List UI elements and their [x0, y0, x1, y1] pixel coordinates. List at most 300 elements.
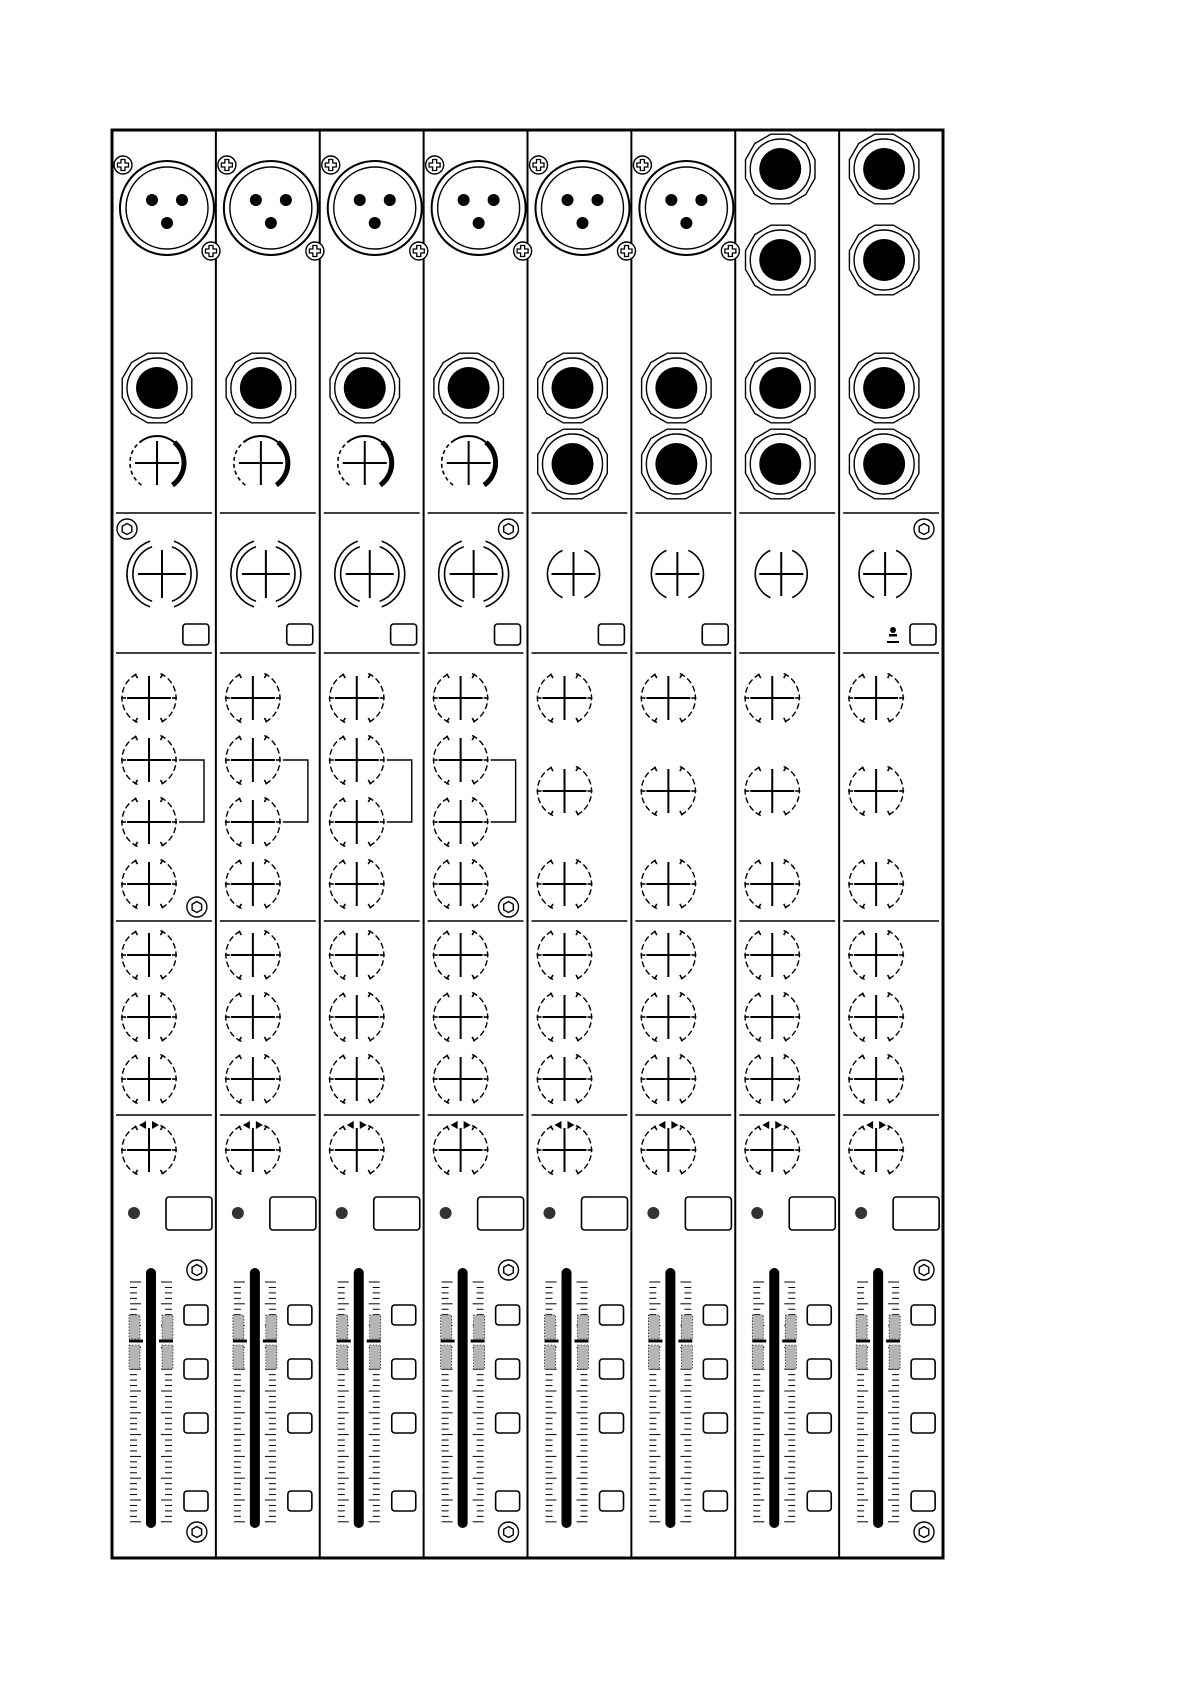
jack-input-connector[interactable]	[538, 429, 608, 499]
pfl-button[interactable]	[807, 1359, 831, 1379]
eq-mid-freq-knob[interactable]	[433, 798, 489, 847]
knob-tick	[368, 1099, 371, 1103]
pan-left-arrow-icon	[762, 1121, 769, 1129]
jack-socket-icon	[136, 367, 178, 409]
fader-zone	[785, 1345, 796, 1369]
aux-send-1-knob[interactable]	[848, 931, 904, 980]
main-assign-button[interactable]	[600, 1491, 624, 1511]
screw-icon	[633, 156, 651, 174]
xlr-input-connector[interactable]	[633, 156, 739, 260]
pfl-button[interactable]	[288, 1359, 312, 1379]
knob-tick	[368, 1037, 371, 1041]
input-switch-button[interactable]	[598, 624, 624, 645]
knob-tick	[135, 860, 138, 864]
knob-tick	[576, 718, 579, 722]
aux-send-3-knob[interactable]	[121, 1055, 177, 1104]
knob-tick	[551, 931, 554, 935]
aux-send-3-knob[interactable]	[225, 1055, 281, 1104]
fader-zone	[648, 1315, 659, 1339]
knob-tick	[447, 1126, 450, 1130]
group-assign-button[interactable]	[288, 1413, 312, 1433]
eq-low-knob[interactable]	[640, 860, 696, 909]
screw-ring	[202, 242, 220, 260]
group-assign-button[interactable]	[911, 1413, 935, 1433]
jack-input-connector[interactable]	[746, 134, 816, 204]
aux-send-2-knob[interactable]	[121, 993, 177, 1042]
jack-socket-icon	[759, 239, 801, 281]
jack-input-connector[interactable]	[849, 429, 919, 499]
eq-low-knob[interactable]	[744, 860, 800, 909]
mute-button[interactable]	[478, 1197, 524, 1230]
input-level-knob[interactable]	[651, 550, 703, 597]
xlr-input-connector[interactable]	[426, 156, 532, 260]
eq-mid-knob[interactable]	[848, 767, 904, 816]
group-assign-button[interactable]	[807, 1413, 831, 1433]
jack-input-connector[interactable]	[538, 353, 608, 423]
fader-zone	[266, 1315, 277, 1339]
fader-zone	[785, 1315, 796, 1339]
pan-knob[interactable]	[744, 1121, 800, 1175]
input-switch-button[interactable]	[391, 624, 417, 645]
pan-right-arrow-icon	[152, 1121, 159, 1129]
aux-send-1-knob[interactable]	[433, 931, 489, 980]
pan-knob-dial[interactable]	[329, 1126, 385, 1175]
xlr-input-connector[interactable]	[322, 156, 428, 260]
pan-knob[interactable]	[433, 1121, 489, 1175]
screw-ring	[322, 156, 340, 174]
channel-strip-6	[633, 156, 739, 1528]
jack-input-connector[interactable]	[746, 429, 816, 499]
pan-knob-dial[interactable]	[848, 1126, 904, 1175]
knob-tick	[680, 718, 683, 722]
nut-ring	[499, 1522, 519, 1542]
input-switch-button[interactable]	[183, 624, 209, 645]
jack-input-connector[interactable]	[226, 353, 296, 423]
knob-tick	[472, 718, 475, 722]
knob-tick	[576, 1099, 579, 1103]
aux-send-2-knob[interactable]	[329, 993, 385, 1042]
pfl-button[interactable]	[703, 1359, 727, 1379]
solo-button[interactable]	[392, 1305, 416, 1325]
fader-zone	[578, 1315, 589, 1339]
fader-zone	[856, 1315, 867, 1339]
knob-tick	[758, 1126, 761, 1130]
jack-socket-icon	[344, 367, 386, 409]
peak-led-icon	[855, 1207, 867, 1219]
jack-socket-icon	[863, 239, 905, 281]
input-switch-button[interactable]	[910, 624, 936, 645]
aux-send-1-knob[interactable]	[121, 931, 177, 980]
gain-trim-knob[interactable]	[338, 436, 392, 485]
knob-tick	[447, 860, 450, 864]
jack-input-connector[interactable]	[849, 134, 919, 204]
input-level-knob[interactable]	[439, 541, 509, 607]
knob-tick	[758, 674, 761, 678]
jack-socket-icon	[759, 367, 801, 409]
knob-tick	[758, 1055, 761, 1059]
eq-high-knob[interactable]	[433, 674, 489, 723]
eq-low-knob[interactable]	[848, 860, 904, 909]
jack-input-connector[interactable]	[746, 353, 816, 423]
aux-send-3-knob[interactable]	[329, 1055, 385, 1104]
jack-socket-icon	[759, 148, 801, 190]
eq-high-knob[interactable]	[537, 674, 593, 723]
xlr-input-connector[interactable]	[218, 156, 324, 260]
pfl-button[interactable]	[184, 1359, 208, 1379]
solo-button[interactable]	[600, 1305, 624, 1325]
main-assign-button[interactable]	[392, 1491, 416, 1511]
mute-button[interactable]	[893, 1197, 939, 1230]
jack-input-connector[interactable]	[642, 353, 712, 423]
knob-tick	[161, 718, 164, 722]
channel-strip-4	[426, 156, 532, 1542]
nut-icon	[499, 1260, 519, 1280]
jack-socket-icon	[759, 443, 801, 485]
knob-tick	[576, 1170, 579, 1174]
pan-left-arrow-icon	[555, 1121, 562, 1129]
jack-input-connector[interactable]	[330, 353, 400, 423]
xlr-pin-icon	[488, 194, 500, 206]
input-level-knob[interactable]	[127, 541, 197, 607]
knob-tick	[239, 1126, 242, 1130]
jack-input-connector[interactable]	[746, 225, 816, 295]
knob-tick	[551, 993, 554, 997]
aux-send-3-knob[interactable]	[848, 1055, 904, 1104]
pfl-button[interactable]	[600, 1359, 624, 1379]
group-assign-button[interactable]	[392, 1413, 416, 1433]
eq-low-knob[interactable]	[225, 860, 281, 909]
aux-send-3-knob[interactable]	[640, 1055, 696, 1104]
knob-tick	[343, 860, 346, 864]
knob-tick	[758, 767, 761, 771]
aux-send-1-knob[interactable]	[225, 931, 281, 980]
jack-input-connector[interactable]	[434, 353, 504, 423]
jack-socket-icon	[863, 443, 905, 485]
nut-ring	[499, 1260, 519, 1280]
eq-mid-knob[interactable]	[640, 767, 696, 816]
aux-send-1-knob[interactable]	[640, 931, 696, 980]
knob-tick	[862, 1126, 865, 1130]
knob-tick	[135, 931, 138, 935]
jack-input-connector[interactable]	[642, 429, 712, 499]
input-level-knob[interactable]	[231, 541, 301, 607]
xlr-pin-icon	[354, 194, 366, 206]
fader-zone	[162, 1345, 173, 1369]
eq-mid-bracket	[491, 760, 516, 822]
knob-tick	[343, 674, 346, 678]
xlr-input-connector[interactable]	[530, 156, 636, 260]
knob-tick	[239, 798, 242, 802]
eq-mid-freq-knob[interactable]	[329, 798, 385, 847]
eq-high-knob[interactable]	[121, 674, 177, 723]
channel-fader[interactable]	[648, 1268, 692, 1528]
channel-fader[interactable]	[545, 1268, 589, 1528]
screw-ring	[721, 242, 739, 260]
input-switch-button[interactable]	[495, 624, 521, 645]
screw-ring	[530, 156, 548, 174]
main-assign-button[interactable]	[703, 1491, 727, 1511]
input-level-knob[interactable]	[335, 541, 405, 607]
knob-tick	[680, 1170, 683, 1174]
screw-ring	[426, 156, 444, 174]
knob-tick	[135, 1055, 138, 1059]
aux-send-2-knob[interactable]	[640, 993, 696, 1042]
eq-high-knob[interactable]	[225, 674, 281, 723]
group-assign-button[interactable]	[184, 1413, 208, 1433]
channel-fader[interactable]	[752, 1268, 796, 1528]
mute-button[interactable]	[270, 1197, 316, 1230]
screw-icon	[530, 156, 548, 174]
pfl-button[interactable]	[392, 1359, 416, 1379]
pan-knob[interactable]	[537, 1121, 593, 1175]
aux-send-3-knob[interactable]	[744, 1055, 800, 1104]
pan-knob[interactable]	[225, 1121, 281, 1175]
fader-track	[250, 1268, 260, 1528]
eq-low-knob[interactable]	[329, 860, 385, 909]
eq-low-knob[interactable]	[537, 860, 593, 909]
channel-fader[interactable]	[856, 1268, 900, 1528]
peak-led-icon	[336, 1207, 348, 1219]
nut-ring	[914, 1522, 934, 1542]
mute-button[interactable]	[685, 1197, 731, 1230]
pan-knob-dial[interactable]	[433, 1126, 489, 1175]
pan-left-arrow-icon	[451, 1121, 458, 1129]
pan-right-arrow-icon	[464, 1121, 471, 1129]
input-level-knob[interactable]	[547, 550, 599, 597]
knob-tick	[161, 975, 164, 979]
knob-tick	[654, 1126, 657, 1130]
peak-led-icon	[751, 1207, 763, 1219]
xlr-pin-icon	[695, 194, 707, 206]
nut-ring	[499, 897, 519, 917]
channel-fader[interactable]	[233, 1268, 277, 1528]
knob-tick	[264, 718, 267, 722]
knob-tick	[239, 931, 242, 935]
knob-tick	[784, 975, 787, 979]
knob-tick	[576, 904, 579, 908]
xlr-pin-icon	[146, 194, 158, 206]
knob-tick	[264, 780, 267, 784]
eq-high-knob[interactable]	[329, 674, 385, 723]
knob-tick	[135, 674, 138, 678]
eq-mid-freq-knob[interactable]	[121, 798, 177, 847]
knob-tick	[576, 811, 579, 815]
pan-right-arrow-icon	[775, 1121, 782, 1129]
fader-zone	[545, 1345, 556, 1369]
gain-trim-knob[interactable]	[442, 436, 496, 485]
screw-icon	[306, 242, 324, 260]
input-level-knob[interactable]	[755, 550, 807, 597]
pan-knob-dial[interactable]	[225, 1126, 281, 1175]
main-assign-button[interactable]	[288, 1491, 312, 1511]
aux-send-2-knob[interactable]	[848, 993, 904, 1042]
channel-fader[interactable]	[129, 1268, 173, 1528]
peak-led-icon	[128, 1207, 140, 1219]
channel-strip-2	[218, 156, 324, 1528]
jack-socket-icon	[655, 443, 697, 485]
gain-trim-knob[interactable]	[234, 436, 288, 485]
eq-mid-knob[interactable]	[433, 736, 489, 785]
input-switch-button[interactable]	[287, 624, 313, 645]
knob-tick	[161, 1099, 164, 1103]
aux-send-3-knob[interactable]	[433, 1055, 489, 1104]
screw-ring	[514, 242, 532, 260]
fader-track	[769, 1268, 779, 1528]
fader-track	[873, 1268, 883, 1528]
eq-mid-knob[interactable]	[225, 736, 281, 785]
channel-strip-7	[739, 134, 835, 1528]
solo-button[interactable]	[496, 1305, 520, 1325]
pan-knob-dial[interactable]	[537, 1126, 593, 1175]
input-switch-button[interactable]	[702, 624, 728, 645]
nut-icon	[117, 519, 137, 539]
eq-high-knob[interactable]	[848, 674, 904, 723]
solo-button[interactable]	[911, 1305, 935, 1325]
solo-button[interactable]	[703, 1305, 727, 1325]
eq-high-knob[interactable]	[640, 674, 696, 723]
gain-trim-knob[interactable]	[130, 436, 184, 485]
fader-zone	[752, 1315, 763, 1339]
nut-icon	[187, 1522, 207, 1542]
nut-ring	[499, 519, 519, 539]
knob-tick	[862, 993, 865, 997]
fader-zone	[856, 1345, 867, 1369]
pan-right-arrow-icon	[360, 1121, 367, 1129]
fader-zone	[441, 1345, 452, 1369]
knob-tick	[161, 842, 164, 846]
aux-send-1-knob[interactable]	[329, 931, 385, 980]
mute-button[interactable]	[789, 1197, 835, 1230]
eq-low-knob[interactable]	[121, 860, 177, 909]
eq-low-knob[interactable]	[433, 860, 489, 909]
aux-send-1-knob[interactable]	[537, 931, 593, 980]
pfl-button[interactable]	[496, 1359, 520, 1379]
knob-tick	[368, 1170, 371, 1174]
screw-icon	[721, 242, 739, 260]
screw-ring	[114, 156, 132, 174]
aux-send-2-knob[interactable]	[225, 993, 281, 1042]
solo-button[interactable]	[184, 1305, 208, 1325]
group-assign-button[interactable]	[703, 1413, 727, 1433]
fader-zone	[129, 1345, 140, 1369]
headphone-icon	[887, 627, 899, 642]
xlr-pin-icon	[280, 194, 292, 206]
knob-tick	[551, 860, 554, 864]
aux-send-1-knob[interactable]	[744, 931, 800, 980]
group-assign-button[interactable]	[600, 1413, 624, 1433]
knob-tick	[784, 1099, 787, 1103]
channel-fader[interactable]	[441, 1268, 485, 1528]
jack-socket-icon	[655, 367, 697, 409]
solo-button[interactable]	[807, 1305, 831, 1325]
knob-tick	[264, 975, 267, 979]
eq-mid-knob[interactable]	[329, 736, 385, 785]
fader-track	[458, 1268, 468, 1528]
knob-tick	[264, 904, 267, 908]
xlr-inner-ring	[230, 167, 312, 249]
aux-send-2-knob[interactable]	[744, 993, 800, 1042]
main-assign-button[interactable]	[184, 1491, 208, 1511]
knob-tick	[654, 767, 657, 771]
pan-knob[interactable]	[848, 1121, 904, 1175]
knob-tick	[239, 993, 242, 997]
knob-tick	[654, 993, 657, 997]
knob-tick	[447, 736, 450, 740]
knob-tick	[343, 1126, 346, 1130]
knob-tick	[576, 975, 579, 979]
mute-button[interactable]	[582, 1197, 628, 1230]
fader-zone	[266, 1345, 277, 1369]
xlr-input-connector[interactable]	[114, 156, 220, 260]
eq-high-knob[interactable]	[744, 674, 800, 723]
xlr-inner-ring	[438, 167, 520, 249]
solo-button[interactable]	[288, 1305, 312, 1325]
jack-input-connector[interactable]	[849, 353, 919, 423]
fader-zone	[162, 1315, 173, 1339]
eq-mid-freq-knob[interactable]	[225, 798, 281, 847]
main-assign-button[interactable]	[911, 1491, 935, 1511]
jack-socket-icon	[552, 443, 594, 485]
knob-tick	[862, 860, 865, 864]
mute-button[interactable]	[166, 1197, 212, 1230]
fader-zone	[545, 1315, 556, 1339]
knob-tick	[447, 798, 450, 802]
screw-icon	[202, 242, 220, 260]
screw-icon	[218, 156, 236, 174]
knob-tick	[264, 1099, 267, 1103]
channel-fader[interactable]	[337, 1268, 381, 1528]
knob-tick	[161, 1037, 164, 1041]
eq-mid-knob[interactable]	[121, 736, 177, 785]
pan-knob-dial[interactable]	[744, 1126, 800, 1175]
knob-tick	[472, 780, 475, 784]
xlr-inner-ring	[334, 167, 416, 249]
aux-send-3-knob[interactable]	[537, 1055, 593, 1104]
knob-tick	[784, 811, 787, 815]
screw-icon	[514, 242, 532, 260]
eq-mid-knob[interactable]	[744, 767, 800, 816]
pan-knob[interactable]	[640, 1121, 696, 1175]
aux-send-2-knob[interactable]	[433, 993, 489, 1042]
knob-tick	[862, 674, 865, 678]
knob-tick	[239, 674, 242, 678]
pan-right-arrow-icon	[568, 1121, 575, 1129]
input-level-knob[interactable]	[859, 550, 911, 597]
eq-mid-bracket	[283, 760, 308, 822]
knob-tick	[239, 1055, 242, 1059]
main-assign-button[interactable]	[807, 1491, 831, 1511]
group-assign-button[interactable]	[496, 1413, 520, 1433]
jack-input-connector[interactable]	[122, 353, 192, 423]
mute-button[interactable]	[374, 1197, 420, 1230]
nut-icon	[187, 1260, 207, 1280]
jack-input-connector[interactable]	[849, 225, 919, 295]
aux-send-2-knob[interactable]	[537, 993, 593, 1042]
knob-tick	[135, 736, 138, 740]
channel-strip-1	[114, 156, 220, 1542]
pan-knob-dial[interactable]	[121, 1126, 177, 1175]
fader-zone	[578, 1345, 589, 1369]
pan-knob-dial[interactable]	[640, 1126, 696, 1175]
pfl-button[interactable]	[911, 1359, 935, 1379]
fader-zone	[889, 1315, 900, 1339]
pan-knob[interactable]	[121, 1121, 177, 1175]
knob-tick	[888, 718, 891, 722]
main-assign-button[interactable]	[496, 1491, 520, 1511]
pan-knob[interactable]	[329, 1121, 385, 1175]
nut-ring	[117, 519, 137, 539]
eq-mid-knob[interactable]	[537, 767, 593, 816]
